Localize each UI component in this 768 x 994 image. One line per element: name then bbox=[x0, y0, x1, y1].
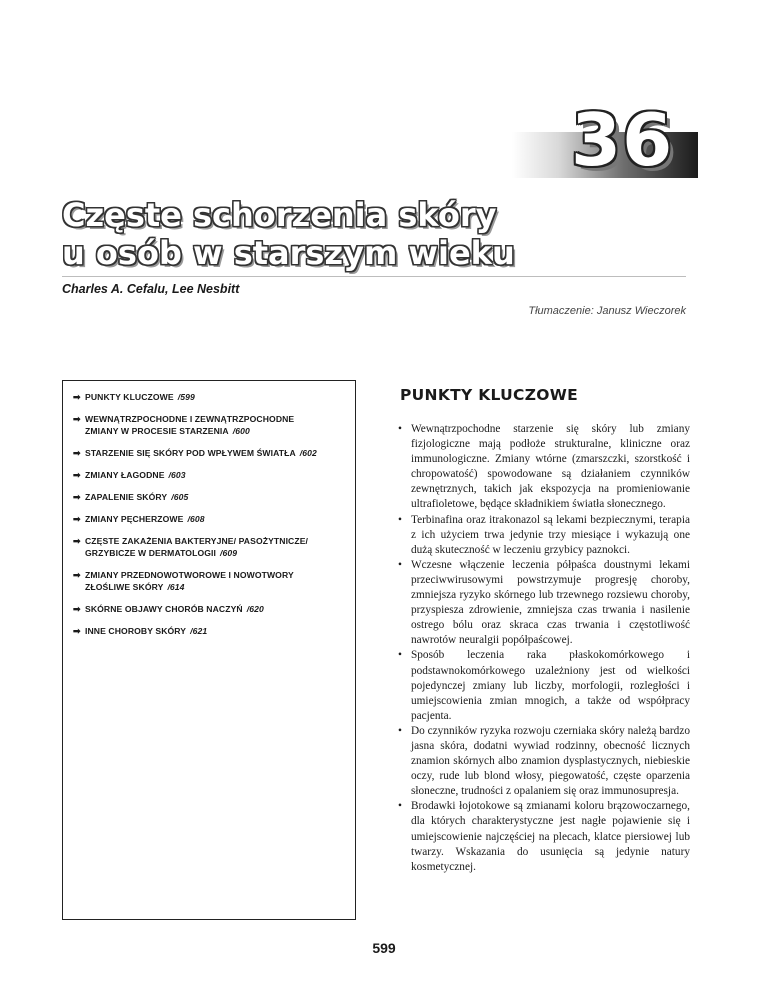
toc-item-page: /609 bbox=[219, 548, 238, 558]
bullet-icon: • bbox=[398, 423, 402, 435]
toc-item[interactable] bbox=[73, 603, 347, 615]
key-points-heading: PUNKTY KLUCZOWE bbox=[400, 386, 579, 404]
key-point-item bbox=[398, 724, 690, 799]
toc-item-label-line: PUNKTY KLUCZOWE bbox=[85, 392, 174, 402]
toc-item-label-line: ZŁOŚLIWE SKÓRY bbox=[85, 582, 164, 592]
toc-item-label-line: ZMIANY PĘCHERZOWE bbox=[85, 514, 184, 524]
right-arrow-icon: ➡ bbox=[73, 492, 81, 502]
key-point-item bbox=[398, 422, 690, 513]
toc-item-text bbox=[85, 603, 264, 615]
right-arrow-icon: ➡ bbox=[73, 392, 81, 402]
chapter-number: 36 bbox=[571, 98, 674, 182]
toc-item-text bbox=[85, 535, 308, 559]
bullet-icon: • bbox=[398, 558, 402, 571]
toc-item-label-line: WEWNĄTRZPOCHODNE I ZEWNĄTRZPOCHODNE bbox=[85, 414, 295, 424]
toc-item[interactable] bbox=[73, 625, 347, 637]
toc-item-page: /599 bbox=[177, 392, 195, 402]
toc-item[interactable] bbox=[73, 491, 347, 503]
key-point-text: Sposób leczenia raka płaskokomórkowego i podstawnokomórkowego uzależniony jest od wielkości pojedynczej zmiany lub liczby, morfologii, rozległości i umiejscowienia zmian mnogich, a także od współpracy pacjenta. bbox=[411, 649, 690, 722]
bullet-icon: • bbox=[398, 800, 402, 813]
toc-item-page: /614 bbox=[167, 582, 185, 592]
key-point-item bbox=[398, 513, 690, 558]
toc-item-text bbox=[85, 513, 205, 525]
right-arrow-icon: ➡ bbox=[73, 470, 81, 480]
key-points-list bbox=[398, 422, 690, 875]
toc-item-text bbox=[85, 391, 195, 403]
key-point-text: Terbinafina oraz itrakonazol są lekami bezpiecznymi, terapia z ich użyciem trwa jedynie trzy miesiące i wykazują one dużą skuteczność w leczeniu grzybicy paznokci. bbox=[411, 513, 690, 556]
toc-item-page: /605 bbox=[171, 492, 189, 502]
right-arrow-icon: ➡ bbox=[73, 604, 81, 614]
key-point-item bbox=[398, 648, 690, 723]
toc-item-page: /620 bbox=[246, 604, 264, 614]
toc-item-page: /621 bbox=[190, 626, 208, 636]
key-point-text: Brodawki łojotokowe są zmianami koloru brązowoczarnego, dla których charakterystyczne jest nagłe pojawienie się i umiejscowienie najczęściej na plecach, klatce piersiowej lub twarzy. Wskazania do usunięcia są jedynie natury kosmetycznej. bbox=[411, 800, 690, 873]
toc-item[interactable] bbox=[73, 469, 347, 481]
toc-item-text bbox=[85, 491, 188, 503]
toc-item-label-line: ZMIANY W PROCESIE STARZENIA bbox=[85, 426, 229, 436]
key-point-item bbox=[398, 558, 690, 649]
toc-item-label-line: ZAPALENIE SKÓRY bbox=[85, 492, 168, 502]
toc-item[interactable] bbox=[73, 513, 347, 525]
toc-item[interactable] bbox=[73, 569, 347, 593]
toc-item-label-line: GRZYBICZE W DERMATOLOGII bbox=[85, 548, 216, 558]
right-arrow-icon: ➡ bbox=[73, 514, 81, 524]
chapter-authors: Charles A. Cefalu, Lee Nesbitt bbox=[62, 282, 240, 296]
chapter-title-line-1: Częste schorzenia skóry bbox=[62, 196, 497, 234]
toc-item-text bbox=[85, 469, 186, 481]
key-point-text: Do czynników ryzyka rozwoju czerniaka skóry należą bardzo jasna skóra, dodatni wywiad rodzinny, obecność licznych znamion skórnych albo znamion dysplastycznych, niebieskie oczy, rude lub blond włosy, piegowatość, częste oparzenia słoneczne, trudności z opalaniem się oraz immunosupresja. bbox=[411, 724, 690, 798]
toc-item-page: /602 bbox=[299, 448, 317, 458]
toc-item-text bbox=[85, 625, 207, 637]
toc-item[interactable] bbox=[73, 535, 347, 559]
toc-item-page: /600 bbox=[232, 426, 250, 436]
toc-item[interactable] bbox=[73, 447, 347, 459]
chapter-title-line-2: u osób w starszym wieku bbox=[62, 234, 515, 272]
toc-item-label-line: INNE CHOROBY SKÓRY bbox=[85, 626, 187, 636]
toc-item[interactable] bbox=[73, 391, 347, 403]
toc-item[interactable] bbox=[73, 413, 347, 437]
toc-item-page: /603 bbox=[168, 470, 186, 480]
title-divider bbox=[62, 276, 686, 277]
toc-item-label-line: ZMIANY PRZEDNOWOTWOROWE I NOWOTWORY bbox=[85, 570, 294, 580]
key-point-item bbox=[398, 799, 690, 874]
key-point-text: Wczesne włączenie leczenia półpaśca doustnymi lekami przeciwwirusowymi powstrzymuje progresję choroby, zmniejsza ryzyko skórnego lub trzewnego rozsiewu choroby, przyspiesza zdrowienie, zmniejsza czas trwania i nasilenie ostrego bólu oraz skraca czas trwania i częstotliwość nawrotów neuralgii popółpaścowej. bbox=[411, 558, 690, 647]
chapter-title bbox=[62, 196, 702, 272]
toc-item-label-line: CZĘSTE ZAKAŻENIA BAKTERYJNE/ PASOŻYTNICZE/ bbox=[85, 536, 309, 546]
toc-item-text bbox=[85, 447, 317, 459]
toc-item-label-line: STARZENIE SIĘ SKÓRY POD WPŁYWEM ŚWIATŁA bbox=[85, 448, 296, 458]
right-arrow-icon: ➡ bbox=[73, 626, 81, 636]
toc-item-page: /608 bbox=[187, 514, 205, 524]
toc-item-label-line: ZMIANY ŁAGODNE bbox=[85, 470, 165, 480]
toc-item-label-line: SKÓRNE OBJAWY CHORÓB NACZYŃ bbox=[85, 604, 243, 614]
right-arrow-icon: ➡ bbox=[73, 570, 81, 580]
bullet-icon: • bbox=[398, 724, 402, 737]
translator-credit: Tłumaczenie: Janusz Wieczorek bbox=[528, 305, 686, 317]
chapter-contents-box bbox=[62, 380, 356, 920]
right-arrow-icon: ➡ bbox=[73, 414, 81, 424]
bullet-icon: • bbox=[398, 649, 402, 662]
toc-item-text bbox=[85, 413, 294, 437]
key-point-text: Wewnątrzpochodne starzenie się skóry lub zmiany fizjologiczne mają podłoże strukturalne, kliniczne oraz immunologiczne. Zmiany wtórne (zmarszczki, szorstkość i chropowatość) spowodowane są działaniem czynników zewnętrznych, takich jak ekspozycja na promieniowanie ultrafioletowe, będące składnikiem światła słonecznego. bbox=[411, 423, 690, 511]
bullet-icon: • bbox=[398, 513, 402, 526]
right-arrow-icon: ➡ bbox=[73, 536, 81, 546]
page-number: 599 bbox=[372, 940, 396, 956]
toc-item-text bbox=[85, 569, 294, 593]
right-arrow-icon: ➡ bbox=[73, 448, 81, 458]
